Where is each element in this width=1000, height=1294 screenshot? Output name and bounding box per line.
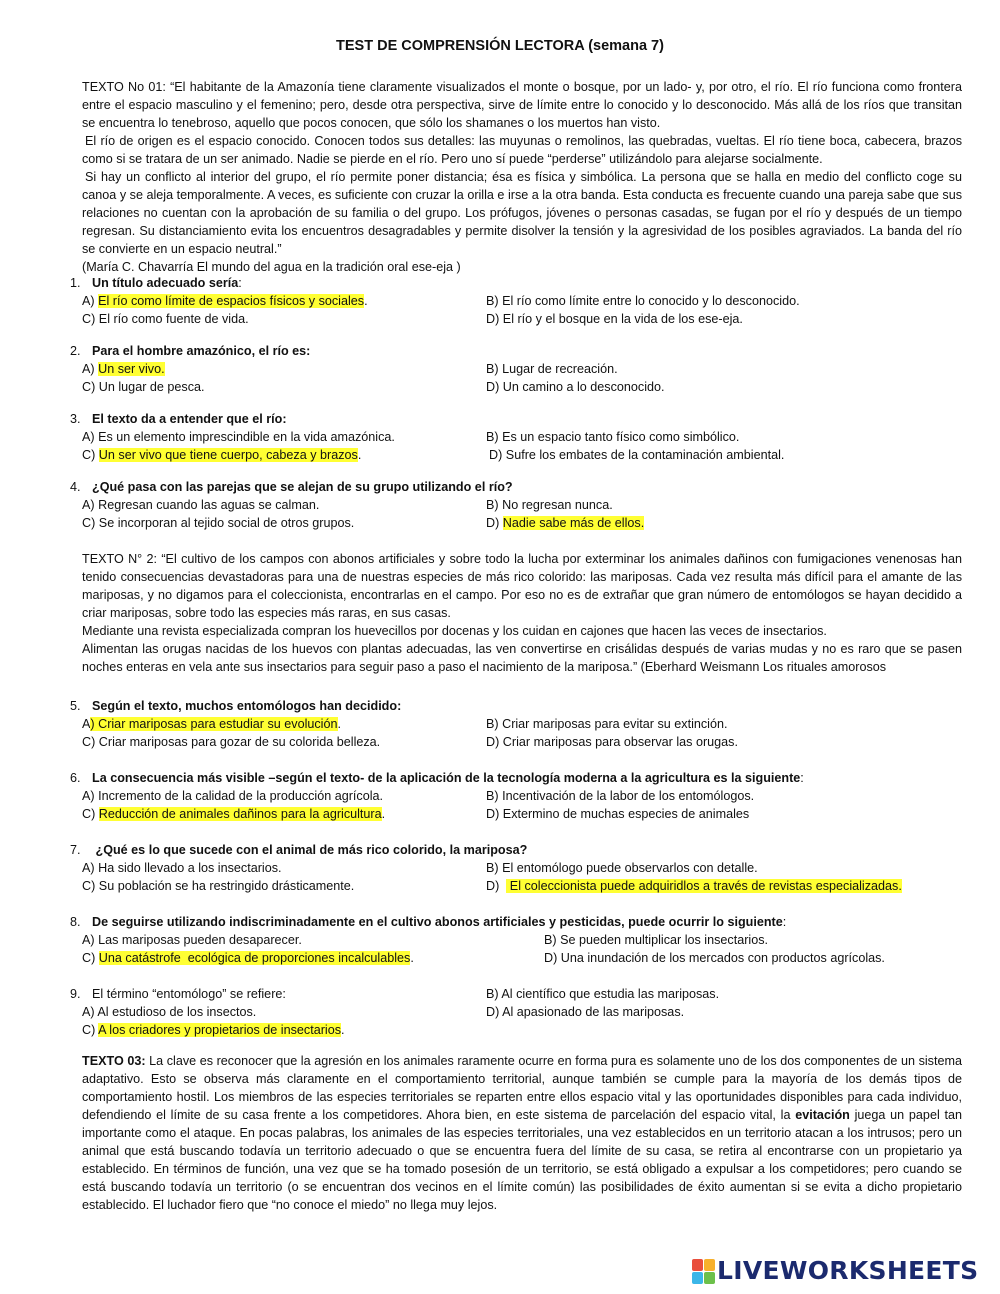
texto-1-paragraph-3: Si hay un conflicto al interior del grupo, el río permite poner distancia; ésa es física y simbólica. La persona que se halla en medio del conflicto coge su canoa y se aleja temporalmente. A veces, es suficiente con cruzar la orilla e irse a la otra banda. Esta conducta es frecuente cuando una pareja sabe que sus relaciones no cuentan con la aprobación de su familia o del grupo. Los prófugos, jóvenes o personas casadas, se fugan por el río y después de un tiempo regresan. Su distanciamiento evita los encuentros desagradables y permite disolver la tensión y la agresividad de los posibles agraviados. La banda del río se convierte en un espacio neutral.” <box>82 170 962 256</box>
texto-3-label: TEXTO 03: <box>82 1054 146 1068</box>
question-8: 8. De seguirse utilizando indiscriminadamente en el cultivo abonos artificiales y pesticidas, puede ocurrir lo siguiente: A) Las mariposas pueden desaparecer. B) Se pueden multiplicar los insectarios. C) Una catástrofe ecológica de proporciones incalculables. D) Una inundación de los mercados con productos agrícolas. <box>70 915 885 965</box>
texto-2-paragraph-1: TEXTO N° 2: “El cultivo de los campos con abonos artificiales y sobre todo la lucha por exterminar los animales dañinos con fumigaciones venenosas han tenido consecuencias devastadoras para una de nuestras especies de más rico colorido: las mariposas. Cada vez resulta más difícil para el amante de las mariposas, y no digamos para el coleccionista, encontrarlas en el campo. Por eso no es de extrañar que gran número de entomólogos se hayan decidido a criar mariposas, sobre todo las especies más raras, en sus casas. <box>82 552 962 620</box>
question-7: 7. ¿Qué es lo que sucede con el animal de más rico colorido, la mariposa? A) Ha sido llevado a los insectarios. B) El entomólogo puede observarlos con detalle. C) Su población se ha restringido drásticamente. D) El coleccionista puede adquiridlos a través de revistas especializadas. <box>70 843 902 893</box>
question-6-option-a[interactable]: A) Incremento de la calidad de la producción agrícola. <box>82 789 384 803</box>
question-2-option-a[interactable]: A) Un ser vivo. <box>82 362 165 376</box>
question-5-option-a[interactable]: A) Criar mariposas para estudiar su evolución. <box>82 717 341 731</box>
question-4-option-d[interactable]: D) Nadie sabe más de ellos. <box>486 516 645 530</box>
question-5-option-d[interactable]: D) Criar mariposas para observar las orugas. <box>486 735 738 749</box>
answer-highlight: A los criadores y propietarios de insectarios <box>98 1023 341 1037</box>
question-2-option-b[interactable]: B) Lugar de recreación. <box>486 362 618 376</box>
question-5: 5. Según el texto, muchos entomólogos han decidido: A) Criar mariposas para estudiar su evolución. B) Criar mariposas para evitar su extinción. C) Criar mariposas para gozar de su colorida belleza. D) Criar mariposas para observar las orugas. <box>70 699 738 749</box>
answer-highlight: Nadie sabe más de ellos. <box>502 516 645 530</box>
texto-1-source: (María C. Chavarría El mundo del agua en la tradición oral ese-eja ) <box>82 260 461 274</box>
question-5-option-b[interactable]: B) Criar mariposas para evitar su extinción. <box>486 717 728 731</box>
question-9: 9. El término “entomólogo” se refiere: B) Al científico que estudia las mariposas. A) Al estudioso de los insectos. D) Al apasionado de las mariposas. C) A los criadores y propietarios de insectarios. <box>70 987 720 1037</box>
answer-highlight: Un ser vivo. <box>98 362 165 376</box>
question-1-option-b[interactable]: B) El río como límite entre lo conocido y lo desconocido. <box>486 294 800 308</box>
question-1-stem: Un título adecuado sería <box>92 276 239 290</box>
question-4: 4. ¿Qué pasa con las parejas que se alejan de su grupo utilizando el río? A) Regresan cuando las aguas se calman. B) No regresan nunca. C) Se incorporan al tejido social de otros grupos. D) Nadie sabe más de ellos. <box>70 480 645 530</box>
question-3-option-b[interactable]: B) Es un espacio tanto físico como simbólico. <box>486 430 740 444</box>
question-9-stem: El término “entomólogo” se refiere: <box>92 987 286 1001</box>
texto-2-paragraph-2: Mediante una revista especializada compran los huevecillos por docenas y los cuidan en cajones que hacen las veces de insectarios. <box>82 624 827 638</box>
question-8-option-d[interactable]: D) Una inundación de los mercados con productos agrícolas. <box>544 951 885 965</box>
question-6-option-d[interactable]: D) Extermino de muchas especies de animales <box>486 807 750 821</box>
question-8-option-b[interactable]: B) Se pueden multiplicar los insectarios. <box>544 933 768 947</box>
answer-highlight: Reducción de animales dañinos para la agricultura <box>98 807 382 821</box>
question-6: 6. La consecuencia más visible –según el texto- de la aplicación de la tecnología moderna a la agricultura es la siguiente: A) Incremento de la calidad de la producción agrícola. B) Incentivación de la labor de los entomólogos. C) Reducción de animales dañinos para la agricultura. D) Extermino de muchas especies de animales <box>70 771 804 821</box>
answer-highlight: ) Criar mariposas para estudiar su evolución <box>90 717 338 731</box>
question-3: 3. El texto da a entender que el río: A) Es un elemento imprescindible en la vida amazónica. B) Es un espacio tanto físico como simbólico. C) Un ser vivo que tiene cuerpo, cabeza y brazos. D) Sufre los embates de la contaminación ambiental. <box>70 412 785 462</box>
question-5-stem: Según el texto, muchos entomólogos han decidido: <box>92 699 402 713</box>
question-7-stem: ¿Qué es lo que sucede con el animal de más rico colorido, la mariposa? <box>92 843 528 857</box>
texto-3-paragraph: TEXTO 03: La clave es reconocer que la agresión en los animales raramente ocurre en forma pura es solamente uno de los dos componentes de un sistema adaptativo. Esto se observa más claramente en el comportamiento territorial, aunque también se cumple para la mayoría de los demás tipos de comportamiento hostil. Los miembros de las especies territoriales se reparten entre ellos espacio vital y las oportunidades disponibles para cada individuo, defendiendo el límite de su casa frente a los competidores. Ahora bien, en este sistema de parcelación del espacio vital, la evitación juega un papel tan importante como el ataque. En pocas palabras, los animales de las especies territoriales, una vez establecidos en un territorio atacan a los intrusos; pero un animal que está buscando todavía un territorio adecuado o que se encuentra fuera del límite de su casa, se retira al encontrarse con un propietario ya establecido. En términos de función, una vez que se ha tomado posesión de un territorio, se está obligado a expulsar a los competidores; pero cuando se está buscando todavía un territorio (o se encuentran dos vecinos en el límite común) las posibilidades de éxito aumentan si se evita a dicho propietario establecido. El luchador fiero que “no conoce el miedo” no llega muy lejos. <box>82 1054 963 1212</box>
question-2-stem: Para el hombre amazónico, el río es: <box>92 344 311 358</box>
texto-2 <box>82 550 962 676</box>
question-4-option-a[interactable]: A) Regresan cuando las aguas se calman. <box>82 498 320 512</box>
question-4-option-b[interactable]: B) No regresan nunca. <box>486 498 613 512</box>
question-1-option-c[interactable]: C) El río como fuente de vida. <box>82 312 249 326</box>
question-7-option-a[interactable]: A) Ha sido llevado a los insectarios. <box>82 861 282 875</box>
liveworksheets-logo[interactable] <box>692 1257 978 1285</box>
texto-3-bold-word: evitación <box>795 1108 850 1122</box>
logo-square-3 <box>692 1272 703 1284</box>
question-2-option-c[interactable]: C) Un lugar de pesca. <box>82 380 205 394</box>
question-7-option-c[interactable]: C) Su población se ha restringido drásticamente. <box>82 879 355 893</box>
question-6-stem: La consecuencia más visible –según el texto- de la aplicación de la tecnología moderna a la agricultura es la siguiente <box>92 771 801 785</box>
question-3-option-c[interactable]: C) Un ser vivo que tiene cuerpo, cabeza y brazos. <box>82 448 362 462</box>
answer-highlight: El coleccionista puede adquiridlos a través de revistas especializadas. <box>506 879 902 893</box>
question-9-option-c[interactable]: C) A los criadores y propietarios de insectarios. <box>82 1023 345 1037</box>
question-7-option-b[interactable]: B) El entomólogo puede observarlos con detalle. <box>486 861 758 875</box>
logo-square-2 <box>704 1259 715 1271</box>
question-1-option-d[interactable]: D) El río y el bosque en la vida de los ese-eja. <box>486 312 743 326</box>
question-2: 2. Para el hombre amazónico, el río es: A) Un ser vivo. B) Lugar de recreación. C) Un lugar de pesca. D) Un camino a lo desconocido. <box>70 344 665 394</box>
question-9-option-d[interactable]: D) Al apasionado de las mariposas. <box>486 1005 685 1019</box>
question-6-option-c[interactable]: C) Reducción de animales dañinos para la agricultura. <box>82 807 386 821</box>
answer-highlight: Una catástrofe ecológica de proporciones incalculables <box>98 951 411 965</box>
texto-1-paragraph-2: El río de origen es el espacio conocido. Conocen todos sus detalles: las muyunas o remolinos, las quebradas, vueltas. El río tiene boca, cabecera, brazos como si se tratara de un ser animado. Nadie se pierde en el río. Pero uno sí puede “perderse” utilizándolo para alejarse socialmente. <box>82 134 962 166</box>
question-3-option-a[interactable]: A) Es un elemento imprescindible en la vida amazónica. <box>82 430 395 444</box>
question-1: 1. Un título adecuado sería: A) El río como límite de espacios físicos y sociales. B) El río como límite entre lo conocido y lo desconocido. C) El río como fuente de vida. D) El río y el bosque en la vida de los ese-eja. <box>70 276 800 326</box>
liveworksheets-logo-text: LIVEWORKSHEETS <box>717 1256 979 1285</box>
question-6-option-b[interactable]: B) Incentivación de la labor de los entomólogos. <box>486 789 755 803</box>
question-3-stem: El texto da a entender que el río: <box>92 412 287 426</box>
answer-highlight: El río como límite de espacios físicos y sociales <box>98 294 365 308</box>
question-8-option-a[interactable]: A) Las mariposas pueden desaparecer. <box>82 933 302 947</box>
question-9-option-a[interactable]: A) Al estudioso de los insectos. <box>82 1005 257 1019</box>
question-8-stem: De seguirse utilizando indiscriminadamente en el cultivo abonos artificiales y pesticidas, puede ocurrir lo siguiente <box>92 915 783 929</box>
texto-2-paragraph-3: Alimentan las orugas nacidas de los huevos con plantas adecuadas, las ven convertirse en crisálidas después de varias mudas y no es raro que se pasen noches enteras en vela ante sus insectarios para seguir paso a paso el nacimiento de la mariposa.” (Eberhard Weismann Los rituales amorosos <box>82 642 962 674</box>
question-4-stem: ¿Qué pasa con las parejas que se alejan de su grupo utilizando el río? <box>92 480 513 494</box>
question-3-option-d[interactable]: D) Sufre los embates de la contaminación ambiental. <box>489 448 785 462</box>
question-9-option-b[interactable]: B) Al científico que estudia las mariposas. <box>486 987 720 1001</box>
texto-3 <box>82 1052 962 1214</box>
question-8-option-c[interactable]: C) Una catástrofe ecológica de proporciones incalculables. <box>82 951 414 965</box>
texto-1 <box>82 78 962 276</box>
answer-highlight: Un ser vivo que tiene cuerpo, cabeza y brazos <box>98 448 358 462</box>
page-title: TEST DE COMPRENSIÓN LECTORA (semana 7) <box>336 38 664 54</box>
question-1-option-a[interactable]: A) El río como límite de espacios físicos y sociales. <box>82 294 368 308</box>
question-5-option-c[interactable]: C) Criar mariposas para gozar de su colorida belleza. <box>82 735 381 749</box>
liveworksheets-logo-icon <box>692 1259 714 1283</box>
logo-square-4 <box>704 1272 715 1284</box>
question-7-option-d[interactable]: D) El coleccionista puede adquiridlos a través de revistas especializadas. <box>486 879 902 893</box>
texto-1-paragraph-1: TEXTO No 01: “El habitante de la Amazonía tiene claramente visualizados el monte o bosque, por un lado- y, por otro, el río. El río funciona como frontera entre el espacio masculino y el femenino; pero, desde otra perspectiva, sirve de límite entre lo conocido y lo desconocido. Más allá de los ríos que transitan se encuentra lo tenebroso, aquello que pocos conocen, que sólo los shamanes o los muertos han visto. <box>82 80 962 130</box>
question-2-option-d[interactable]: D) Un camino a lo desconocido. <box>486 380 665 394</box>
question-4-option-c[interactable]: C) Se incorporan al tejido social de otros grupos. <box>82 516 355 530</box>
logo-square-1 <box>692 1259 703 1271</box>
